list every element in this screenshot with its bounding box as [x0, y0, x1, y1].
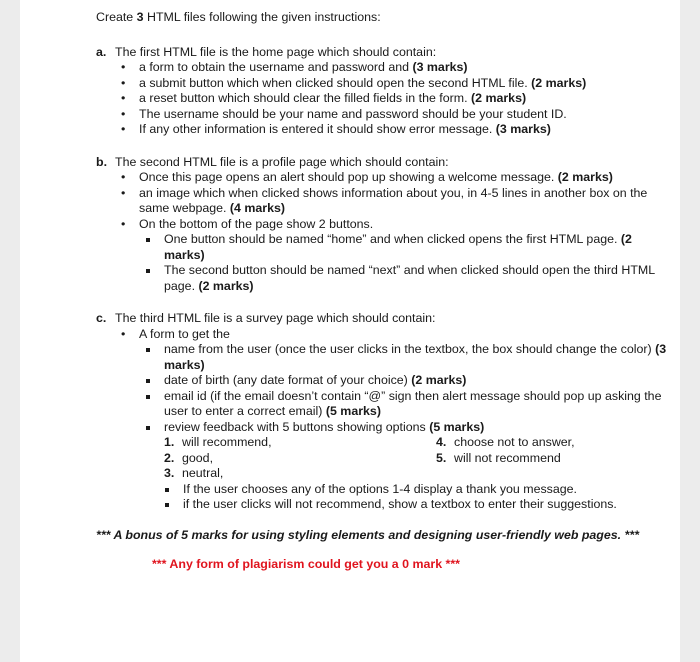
intro-text: Create — [96, 10, 137, 24]
square-bullet-icon — [146, 395, 150, 399]
section-letter: c. — [96, 311, 107, 325]
section-a — [96, 45, 671, 138]
square-bullet-icon — [146, 238, 150, 242]
list-item: • Once this page opens an alert should pop up showing a welcome message. (2 marks) — [121, 170, 613, 184]
bullet-icon: • — [121, 170, 126, 184]
bullet-icon: • — [121, 75, 126, 90]
option-item: 5. will not recommend — [436, 450, 561, 465]
section-c-heading — [96, 311, 671, 327]
option-item: 4. choose not to answer, — [436, 435, 575, 449]
option-item: 1. will recommend, — [164, 435, 272, 449]
file-count: 3 — [136, 10, 144, 24]
conditions-sublist — [164, 482, 671, 513]
list-item: • a reset button which should clear the filled fields in the form. (2 marks) — [121, 91, 527, 105]
section-b-list — [96, 170, 671, 294]
list-item: date of birth (any date format of your choice) (2 marks) — [164, 373, 671, 389]
section-b-heading — [96, 155, 671, 171]
section-title: The first HTML file is the home page which should contain: — [115, 44, 437, 59]
section-a-list — [96, 60, 671, 138]
bullet-icon: • — [121, 122, 126, 136]
bullet-icon: • — [121, 216, 126, 231]
list-item: • an image which when clicked shows information about you, in 4-5 lines in another box on the same webpage. (4 marks) — [121, 185, 648, 215]
section-c — [96, 311, 671, 513]
section-title: The third HTML file is a survey page which should contain: — [115, 311, 436, 325]
list-item: One button should be named “home” and when clicked opens the first HTML page. (2 marks) — [164, 232, 671, 263]
bullet-icon: • — [121, 326, 126, 341]
list-item: • a submit button which when clicked should open the second HTML file. (2 marks) — [121, 75, 587, 90]
intro-text-end: HTML files following the given instructions: — [143, 10, 381, 24]
list-item: • a form to obtain the username and password and (3 marks) — [121, 60, 468, 74]
section-a-heading — [96, 45, 671, 61]
section-c-list — [96, 327, 671, 513]
list-item: The second button should be named “next” and when clicked should open the third HTML page. (2 marks) — [164, 263, 671, 294]
buttons-sublist — [139, 232, 671, 294]
list-item: If the user chooses any of the options 1-4 display a thank you message. — [183, 482, 671, 498]
section-b — [96, 155, 671, 295]
form-fields-sublist — [139, 342, 671, 513]
square-bullet-icon — [146, 269, 150, 273]
square-bullet-icon — [146, 379, 150, 383]
section-title: The second HTML file is a profile page which should contain: — [115, 154, 449, 169]
bullet-icon: • — [121, 91, 126, 105]
section-letter: a. — [96, 44, 107, 59]
bullet-icon: • — [121, 185, 126, 200]
review-options — [164, 435, 671, 482]
section-letter: b. — [96, 154, 108, 169]
bullet-icon: • — [121, 60, 126, 74]
square-bullet-icon — [165, 503, 169, 507]
plagiarism-warning: *** Any form of plagiarism could get you a 0 mark *** — [151, 557, 460, 571]
bonus-note: *** A bonus of 5 marks for using styling elements and designing user-friendly web pages. *** — [96, 527, 640, 542]
intro-line — [96, 10, 671, 26]
square-bullet-icon — [146, 348, 150, 352]
list-item: • If any other information is entered it should show error message. (3 marks) — [121, 122, 551, 136]
list-item: email id (if the email doesn’t contain “@” sign then alert message should pop up asking the user to enter a correct email) (5 marks) — [164, 389, 671, 420]
square-bullet-icon — [165, 488, 169, 492]
list-item: • The username should be your name and password should be your student ID. — [121, 106, 567, 121]
list-item: review feedback with 5 buttons showing options (5 marks) 1. will recommend, 4. choose not to answer, 2. good, 5. will not recommend 3. neutral, If the user chooses any of the options 1-4 display a thank you message. if the user clicks will not recommend, show a textbox to enter their suggestions. — [164, 420, 671, 513]
square-bullet-icon — [146, 426, 150, 430]
list-item: name from the user (once the user clicks in the textbox, the box should change the color) (3 marks) — [164, 342, 671, 373]
option-item: 3. neutral, — [164, 466, 224, 480]
list-item: • A form to get the name from the user (once the user clicks in the textbox, the box should change the color) (3 marks) date of birth (any date format of your choice) (2 marks) email id (if the email doesn’t contain “@” sign then alert message should pop up asking the user to enter a correct email) (5 marks) review feedback with 5 buttons showing options (5 marks) 1. will recommend, 4. choose not to answer, 2. good, 5. will not recommend 3. neutral, If the user chooses any of the options 1-4 display a thank you message. if the user clicks will not recommend, show a textbox to enter their suggestions. — [139, 327, 671, 513]
list-item: if the user clicks will not recommend, show a textbox to enter their suggestions. — [183, 497, 671, 513]
assignment-instructions — [96, 10, 671, 573]
list-item: • On the bottom of the page show 2 buttons. One button should be named “home” and when clicked opens the first HTML page. (2 marks) The second button should be named “next” and when clicked should open the third HTML page. (2 marks) — [139, 217, 671, 295]
option-item: 2. good, — [164, 450, 214, 465]
bullet-icon: • — [121, 106, 126, 121]
